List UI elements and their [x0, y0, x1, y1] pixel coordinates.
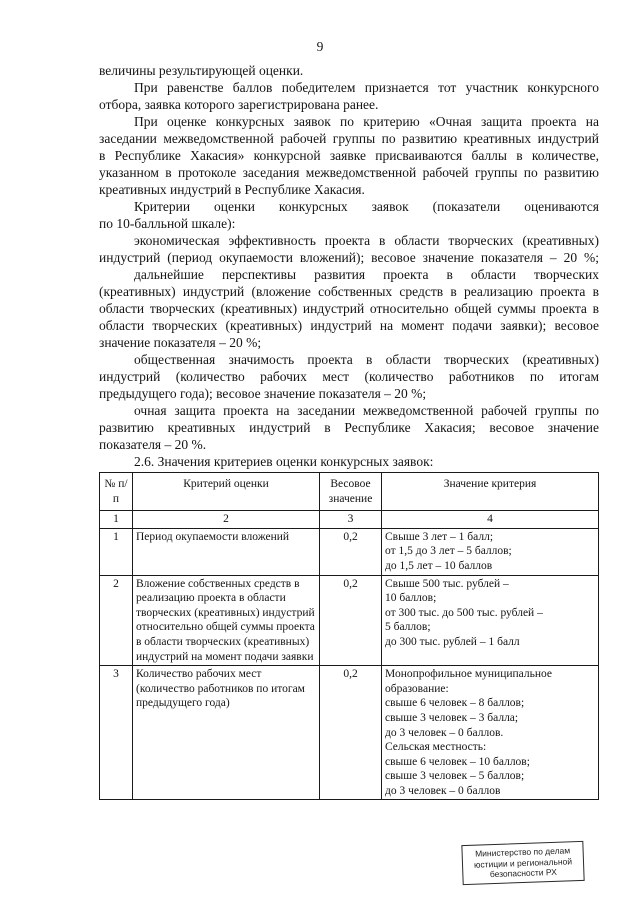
column-number: 4: [382, 511, 599, 529]
value-line: до 300 тыс. рублей – 1 балл: [385, 635, 520, 648]
weight-cell: 0,2: [320, 575, 382, 666]
value-line: свыше 3 человек – 5 баллов;: [385, 770, 525, 783]
row-number: 2: [100, 575, 133, 666]
row-number: 3: [100, 666, 133, 800]
value-cell: [382, 575, 599, 666]
header-criterion: Критерий оценки: [133, 473, 320, 511]
value-line: свыше 6 человек – 8 баллов;: [385, 697, 525, 710]
text-line: предыдущего года); весовое значение показателя – 20 %;: [99, 386, 427, 401]
text-line: индустрий (количество рабочих мест (количество работников по итогам: [99, 369, 599, 384]
text-line: Критерии оценки конкурсных заявок (показатели оцениваются: [134, 199, 599, 214]
stamp-line: юстиции и региональной: [473, 855, 573, 870]
value-line: до 3 человек – 0 баллов: [385, 784, 501, 797]
value-cell: [382, 528, 599, 575]
criterion-cell: Количество рабочих мест (количество работников по итогам предыдущего года): [133, 666, 320, 800]
table-row: [100, 528, 599, 575]
value-line: до 3 человек – 0 баллов.: [385, 726, 504, 739]
table-row: [100, 575, 599, 666]
criterion-cell: Период окупаемости вложений: [133, 528, 320, 575]
table-header-row: [100, 473, 599, 511]
text-line: экономическая эффективность проекта в области творческих (креативных): [134, 233, 599, 248]
value-line: Свыше 3 лет – 1 балл;: [385, 530, 494, 543]
text-line: области творческих (креативных) индустрий относительно общей суммы проекта в: [99, 301, 599, 316]
weight-cell: 0,2: [320, 528, 382, 575]
header-weight: Весовое значение: [320, 473, 382, 511]
value-line: Монопрофильное муниципальное образование:: [385, 668, 552, 695]
text-line: в Республике Хакасия» конкурсной заявке присваиваются баллы в количестве,: [99, 148, 599, 163]
text-line: индустрий (период окупаемости вложений); весовое значение показателя – 20 %;: [99, 250, 599, 265]
header-number: № п/п: [100, 473, 133, 511]
column-number: 2: [133, 511, 320, 529]
value-line: свыше 3 человек – 3 балла;: [385, 711, 519, 724]
section-heading: 2.6. Значения критериев оценки конкурсных заявок:: [134, 454, 434, 469]
text-line: При равенстве баллов победителем признается тот участник конкурсного: [134, 80, 599, 95]
text-line: (креативных) индустрий (вложение собственных средств в реализацию проекта в: [99, 284, 599, 299]
text-line: общественная значимость проекта в области творческих (креативных): [134, 352, 599, 367]
table-row: [100, 666, 599, 800]
stamp-line: Министерство по делам: [474, 845, 571, 859]
column-number: 1: [100, 511, 133, 529]
weight-cell: 0,2: [320, 666, 382, 800]
value-line: Сельская местность:: [385, 741, 487, 754]
text-line: величины результирующей оценки.: [99, 63, 304, 78]
value-line: Свыше 500 тыс. рублей –: [385, 577, 509, 590]
text-line: показателя – 20 %.: [99, 437, 207, 452]
ministry-stamp: [461, 841, 584, 885]
value-line: 5 баллов;: [385, 621, 431, 634]
text-line: креативных индустрий в Республике Хакасия.: [99, 182, 365, 197]
value-line: 10 баллов;: [385, 592, 437, 605]
criteria-table: [99, 472, 599, 800]
header-value: Значение критерия: [382, 473, 599, 511]
table-numbering-row: [100, 511, 599, 529]
text-line: области творческих (креативных) индустрий на момент подачи заявки); весовое: [99, 318, 599, 333]
column-number: 3: [320, 511, 382, 529]
value-cell: [382, 666, 599, 800]
text-line: развитию креативных индустрий в Республике Хакасия; весовое значение: [99, 420, 599, 435]
text-line: указанном в протоколе заседания межведомственной рабочей группы по развитию: [99, 165, 599, 180]
value-line: до 1,5 лет – 10 баллов: [385, 559, 493, 572]
text-line: очная защита проекта на заседании межведомственной рабочей группы по: [134, 403, 599, 418]
value-line: от 1,5 до 3 лет – 5 баллов;: [385, 545, 512, 558]
criterion-cell: Вложение собственных средств в реализацию проекта в области творческих (креативных) индустрий относительно общей суммы проекта в области творческих (креативных) индустрий на момент подачи заявки: [133, 575, 320, 666]
page-number: 9: [316, 39, 324, 54]
text-line: значение показателя – 20 %;: [99, 335, 262, 350]
value-line: свыше 6 человек – 10 баллов;: [385, 755, 530, 768]
stamp-line: безопасности РХ: [489, 866, 558, 880]
row-number: 1: [100, 528, 133, 575]
text-line: заседании межведомственной рабочей группы по развитию креативных индустрий: [99, 131, 599, 146]
text-line: отбора, заявка которого зарегистрирована ранее.: [99, 97, 379, 112]
text-line: по 10-балльной шкале):: [99, 216, 236, 231]
value-line: от 300 тыс. до 500 тыс. рублей –: [385, 606, 543, 619]
text-line: дальнейшие перспективы развития проекта в области творческих: [134, 267, 599, 282]
text-line: При оценке конкурсных заявок по критерию «Очная защита проекта на: [134, 114, 599, 129]
